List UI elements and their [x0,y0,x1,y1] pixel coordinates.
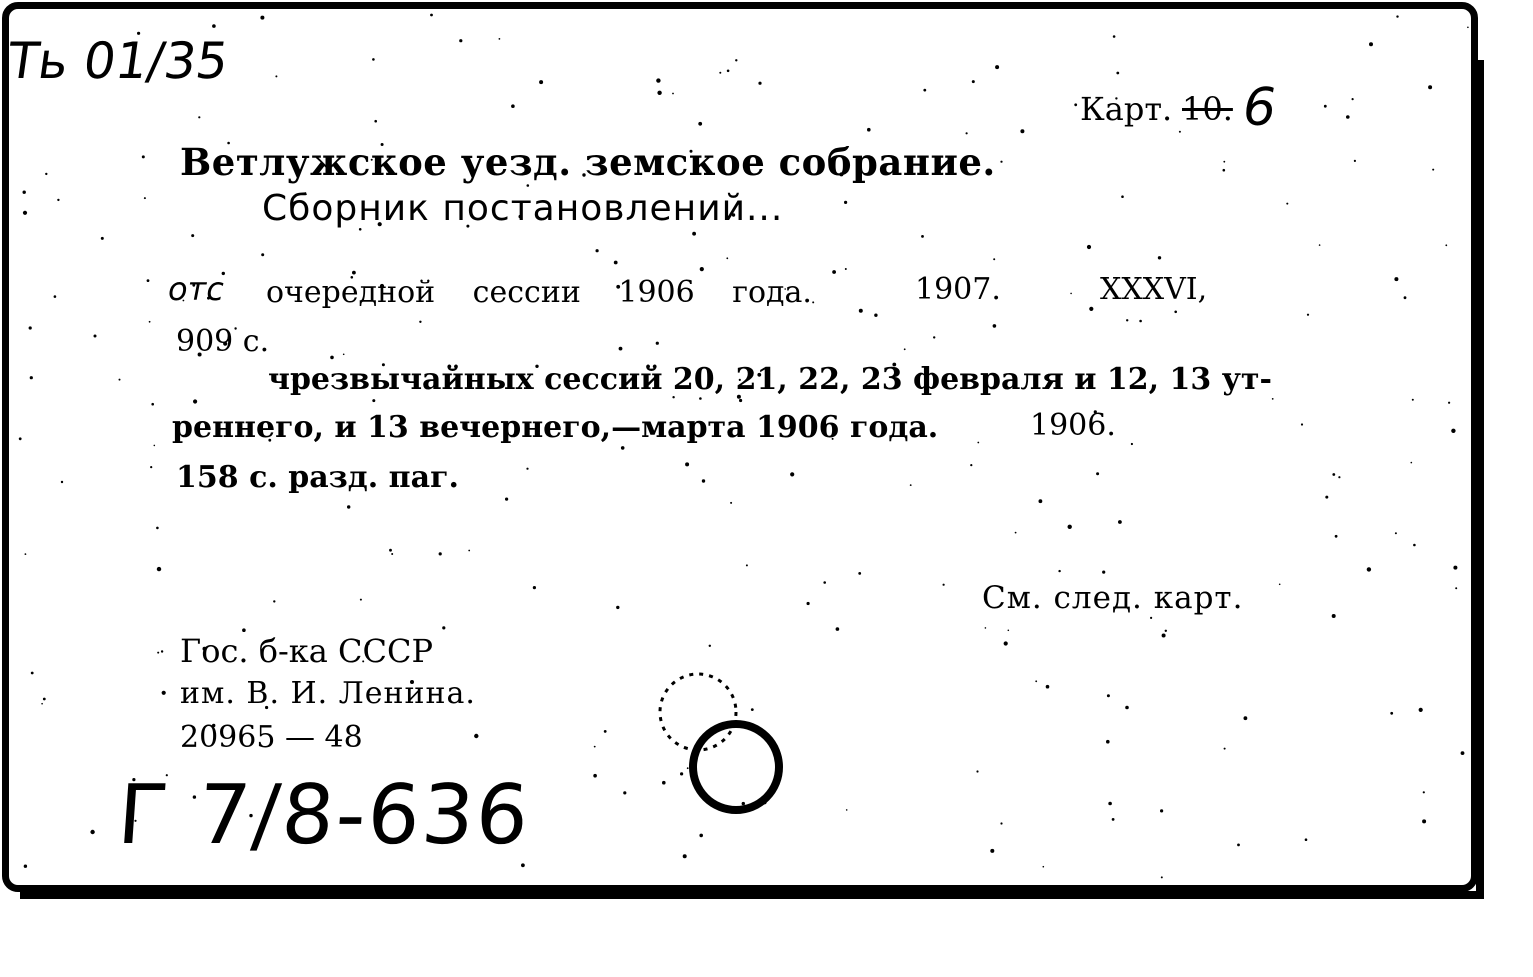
entry1-pages: 909 с. [176,324,270,359]
entry2-line2-year: 1906. [1030,408,1116,443]
see-next-card: См. след. карт. [982,580,1244,616]
entry1-text: очередной сессии 1906 года. [266,275,812,310]
entry1-year: 1907. [915,272,1001,307]
card-title: Сборник постановлений... [262,188,784,229]
card-number-handwritten: 6 [1243,78,1277,138]
publisher-line-3: 20965 — 48 [180,720,363,755]
punch-hole-ghost [660,674,736,750]
publisher-line-1: Гос. б-ка СССР [180,632,434,670]
entry1-volume: XXXVI, [1100,272,1208,307]
punch-hole [693,724,779,810]
card-number-label: Карт. [1080,90,1173,128]
card-number-struck: 10. [1182,90,1233,128]
card-heading: Ветлужское уезд. земское собрание. [180,140,996,184]
entry2-line2-text: реннего, и 13 вечернего,—марта 1906 года. [172,410,939,445]
publisher-line-2: им. В. И. Ленина. [180,676,476,711]
entry1-prefix-handwritten: отс [168,270,224,308]
handwritten-call-number: Г 7/8-636 [114,768,534,863]
entry2-line1: чрезвычайных сессий 20, 21, 22, 23 февраля и 12, 13 ут- [268,362,1272,397]
shelfmark-top: Ть 01/35 [3,32,233,90]
entry2-line3: 158 с. разд. паг. [176,460,459,495]
